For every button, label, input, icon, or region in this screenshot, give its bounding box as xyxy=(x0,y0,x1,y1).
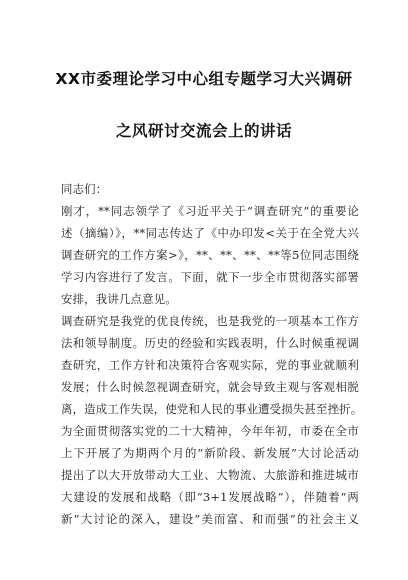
body-line: 述（摘编）》，**同志传达了《中办印发<关于在全党大兴 xyxy=(61,226,359,240)
salutation: 同志们： xyxy=(61,182,108,196)
body-line: 安排，我讲几点意见。 xyxy=(61,292,177,306)
body-line: 为全面贯彻落实党的二十大精神，今年年初，市委在全市 xyxy=(61,424,359,438)
body-line: 提出了以大开放带动大工业、大物流、大旅游和推进城市 xyxy=(61,468,359,482)
body-line: 离，造成工作失误，使党和人民的事业遭受损失甚至挫折。 xyxy=(61,402,363,416)
document-title-line-2: 之风研讨交流会上的讲话 xyxy=(115,122,292,140)
body-line: 查研究，工作方针和决策符合客观实际，党的事业就顺利 xyxy=(61,358,359,372)
document-title-line-1: XX市委理论学习中心组专题学习大兴调研 xyxy=(55,70,353,88)
body-line: 法和领导制度。历史的经验和实践表明，什么时候重视调 xyxy=(61,336,359,350)
body-line: 学习内容进行了发言。下面，就下一步全市贯彻落实部署 xyxy=(61,270,359,284)
body-line: 发展；什么时候忽视调查研究，就会导致主观与客观相脱 xyxy=(61,380,359,394)
document-body xyxy=(61,178,363,530)
body-line: 上下开展了为期两个月的“新阶段、新发展”大讨论活动 xyxy=(61,446,359,460)
body-line: 大建设的发展和战略（即“3+1发展战略”），伴随着“两 xyxy=(61,490,359,504)
body-line: 新”大讨论的深入，建设“美而富、和而强”的社会主义 xyxy=(61,512,359,526)
body-line: 调查研究是我党的优良传统，也是我党的一项基本工作方 xyxy=(61,314,359,328)
body-line: 刚才，**同志领学了《习近平关于“调查研究”的重要论 xyxy=(61,204,359,218)
body-line: 调查研究的工作方案>》，**、**、**、**等5位同志围绕 xyxy=(61,248,359,262)
